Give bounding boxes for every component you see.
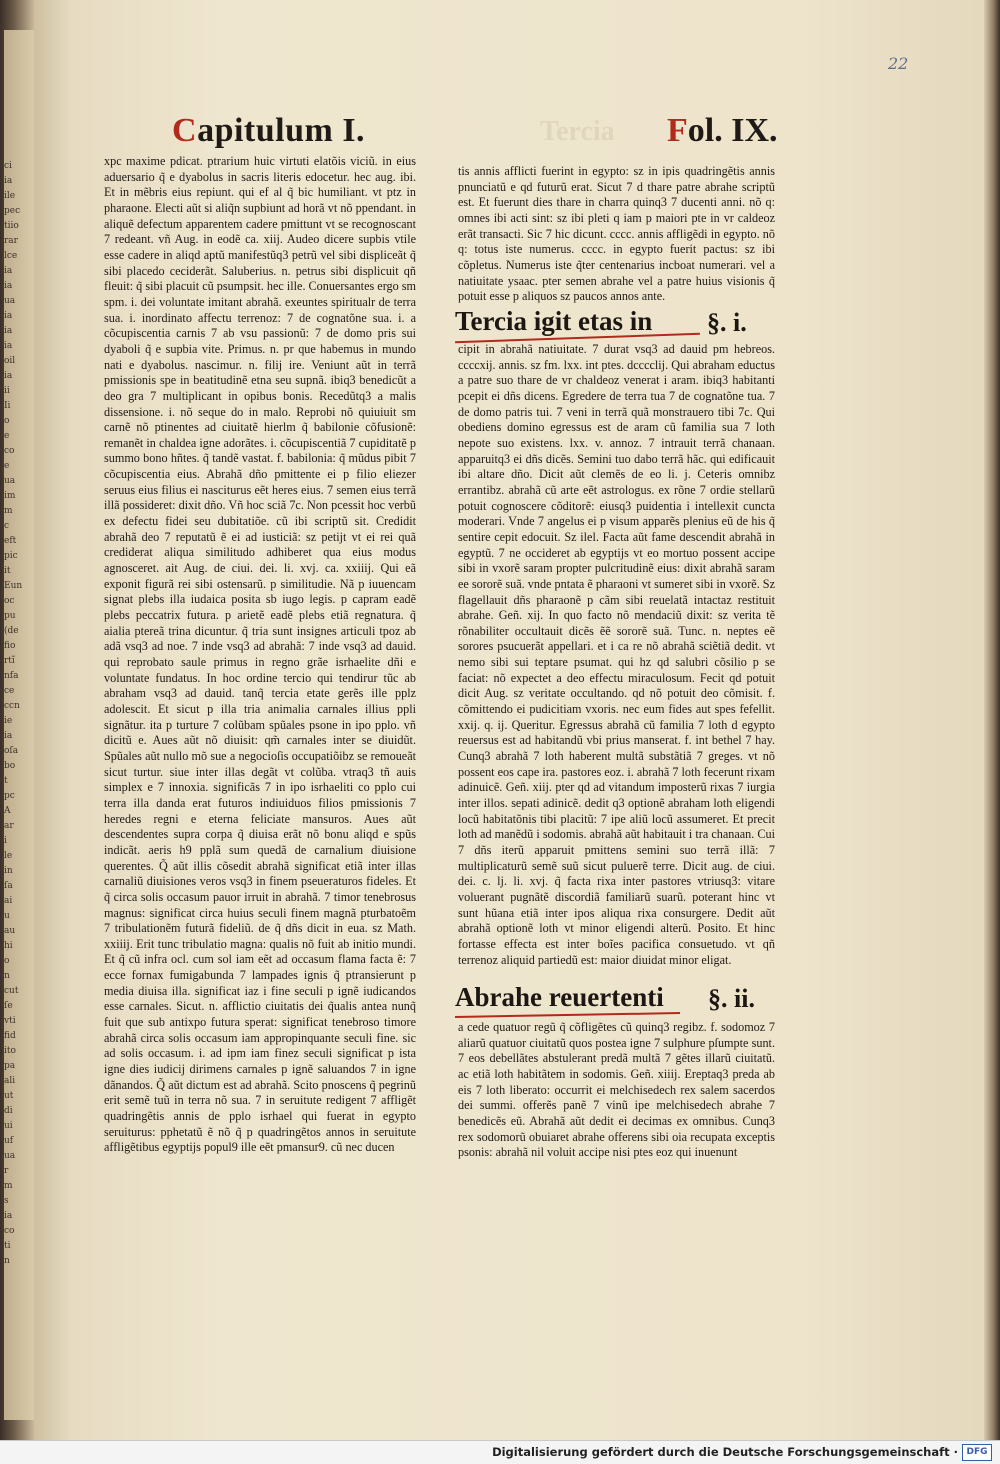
previous-page-fragment: ali [4,1076,16,1086]
previous-page-fragment: rtĩ [4,656,15,666]
section-heading-tercia: Tercia igit etas in [455,306,653,336]
previous-page-fragment: ua [4,1151,16,1161]
previous-page-fragment: r [4,1166,9,1176]
previous-page-fragment: ia [4,266,13,276]
previous-page-fragment: ia [4,1211,13,1221]
previous-page-fragment: c [4,521,10,531]
previous-page-fragment: u [4,911,10,921]
previous-page-fragment: it [4,566,11,576]
right-column-text-middle: cipit in abrahã natiuitate. 7 durat vsq3 ad dauid pm hebreos. ccccxij. annis. sz fm. lxx. int ptes. dcccclij. Qui abraham eductus a patre suo thare de vr chaldeoz venerat i aram. ibiq3 habitanti pcepit ei dñs dicens. Egredere de terra tua 7 de cognatõne tua. 7 de domo patris tui. 7 veni in terrã quã monstrauero tibi 7c. Qui obediens domino egressus est de aram cũ familia sua 7 loth nepote suo existens. lxx. v. annoz. 7 intrauit terrã chanaan. apparuitq3 ei dñs dicẽs. Semini tuo dabo terrã hãc. qui edificauit ibi altare dño. Dicit aũt clemẽs de eo li. j. Ceteris omnibz errantibz. abrahã cũ arte eẽt astrologus. ex rõne 7 ordie stellarũ potuit cognoscere cõditorẽ: eiusq3 puidentia i intellexit cuncta moderari. Vnde 7 angelus ei p visum apparẽs plenius eũ de his q̃ sentire cepit edocuit. Sz ilel. Facta aũt fame descendit abrahã in egyptũ. 7 ne occideret ab egyptijs vt eo mortuo possent accipe sibi in vxorẽ saram propter pulcritudinẽ eius: dixit abrahã saram ee sororẽ suã. vnde pntata ẽ pharaoni vt sumeret sibi in vxorẽ. Sz flagellauit dñs pharaonẽ p cãm sibi reuelatã intactaz restituit abrahe. Geñ. xij. In quo facto nõ mendaciũ dixit: sz verita tẽ rõnabiliter occultauit dicẽs ẽẽ sororẽ suã. Tunc. n. neptes eẽ sorores psucuerãt appellari. et i ca re nõ abrahã sciẽtiã dedit. vt nemo sibi sui teptare psumat. qui hz qd salubri cõsilio p se faciat: nõ expectet a deo effectu miraculosum. Fecit qd potuit dicit Aug. sz veritate occultando. qd nõ potuit deo cõmisit. f. cõmittendo ei pudicitiam vxoris. nec eum fides aut spes fefellit. xxij. q. ij. Queritur. Egressus abrahã cũ familia 7 loth d egypto reuersus est ad habitandũ vbi prius manserat. f. int bethel 7 hay. Cunq3 abrahã 7 loth haberent multã substãtiã 7 greges. vt nõ possent eos cape ira. pastores eoz. i. abrahã 7 loth fecerunt rixam adinuicẽ. Geñ. xiij. pter qd ad vitandum imposterũ rixas 7 iurgia inter illos. sepati adinicẽ. dedit q3 optionẽ abraham loth eligendi locũ habitatõnis tibi placitũ: 7 ipe aliũ locũ assumeret. Et precit loth ad manẽdũ i sodomis. abrahã aũt habitauit i tra chanaan. Cui 7 dñs iterũ apparuit pmittens semini suo terrã illã: 7 multiplicaturũ semẽ suũ sicut puluerẽ terre. Dicit aug. de ciui. dei. c. lj. li. xvj. q̃ facta rixa inter pastores vtriusq3: vitare voluerant pugnãtẽ discordiã familiarũ suarũ. poterant hinc vt sunt hũana etiã inter ipos aliqua rixa consurgere. Dedit aũt abrahã optionẽ loth vt minor eligendi alterũ. Posito. Et hinc fortasse effecta est inter boĩes pacifica consuetudo. vt qñ terrenoz aliquid partiedũ est: maior diuidat minor eligat. [458,342,775,967]
right-column-text-top: tis annis afflicti fuerint in egypto: sz in ipis quadringẽtis annis pnunciatũ e qd futurũ erat. Sicut 7 d thare patre abrahe scriptũ est. Et fuerunt dies thare in charra quinq3 7 ducenti anni. nõ q: omnes ibi acti sint: sz ibi pleti q iam p maiori pte in vr caldeoz erãt transacti. Sic 7 hic dicunt. cccc. annis affligẽdi in egypto. nõ q: totus iste numerus. cccc. in egypto fuerit pactus: sz ibi cõpletus. Numerus iste q̃ter centenarius incboat numerari. vel a natiuitate ysaac. pter semen abrahe vel a patre huius visionis q̃ potuit esse p aliquos sz paucos annos ante. [458,164,775,304]
running-head-folio: Fol. IX. [667,112,778,149]
previous-page-fragment: nfa [4,671,19,681]
previous-page-fragment: ie [4,716,13,726]
previous-page-fragment: rar [4,236,18,246]
previous-page-fragment: ito [4,1046,16,1056]
dfg-logo-icon: DFG [962,1444,992,1461]
section-heading-abrahe: Abrahe reuertenti [455,982,664,1012]
previous-page-fragment: ar [4,821,14,831]
previous-page-fragment: e [4,461,10,471]
previous-page-fragment: fid [4,1031,16,1041]
previous-page-fragment: m [4,506,13,516]
previous-page-fragment: pu [4,611,16,621]
previous-page-fragment: ce [4,686,15,696]
previous-page-fragment: m [4,1181,13,1191]
previous-page-fragment: ut [4,1091,14,1101]
previous-page-fragment: o [4,416,10,426]
previous-page-fragment: i [4,836,7,846]
previous-page-fragment: fio [4,641,16,651]
previous-page-fragment: (de [4,626,19,636]
previous-page-fragment: pc [4,791,15,801]
left-text-column: xpc maxime pdicat. ptrarium huic virtuti elatõis viciũ. in eius aduersario q̃ e dyabolus in sacris literis edocetur. hec aug. ibi. Et in mẽbris eius repiunt. qui ef al q̃ bic humiliant. vt ptz in pharaone. Electi aũt si aliq̃n supbiunt ad horã vt nõ ppendant. in aliquẽ defectum apparentem cadere pmittunt vt se recognoscant 7 redeant. vñ Aug. in eodẽ ca. xiij. Audeo dicere supbis vtile esse cadere in aliqd aptũ manifestũq3 petrũ vel sibi displiceãt q̃ sibi placedo ceciderãt. Saluberius. n. petrus sibi displicuit qñ fleuit: q̃ sibi placuit cũ psumpsit. hec ille. Conuersantes ergo sm spm. i. dei voluntate imitant abrahã. exeuntes spiritualr de terra sua. i. inordinato affectu terrenoz: 7 de cognatõne sua. i. a cõcupiscentia carnis 7 ab vsu passionũ: 7 de domo pris sui dyaboli q̃ e supbia vite. Primus. n. pr que habemus in mundo nati e dyabolus. nascimur. n. filij ire. Veniunt aũt in terrã pmissionis spe in beatitudinẽ etna seu supnã. ibiq3 benedicũt a deo gra 7 multiplicant in opibus bonis. Recedũtq3 a malis dissensione. i. nõ seque do in malo. Reprobi nõ quiuiuit sm carnẽ nõ ptinentes ad ciuitatẽ hierlm q̃ babilonie cõfusionẽ: remanẽt in chaldea igne adorãtes. i. cõcupiscentiã 7 cupiditatẽ p summo bono hñtes. q̃ tandẽ vastat. f. babilonia: q̃ mũdus pibit 7 cõcupiscentia eius. Abrahã dño pmittente ei p filio eliezer seruus eius filius ei nasciturus eẽt heres eius. 7 semen eius terrã illã possideret: dixit dño. Vñ hoc sciã 7c. Non pcessit hoc verbũ ex defectu fidei seu dubitatiõe. cũ ibi scriptũ sit. Credidit abrahã deo 7 reputatũ ẽ ei ad iusticiã: sz petijt vt ei rei quã crediderat aliqua similitudo adhiberet qua eius modus agnosceret. ait Aug. de ciui. dei. li. xvj. ca. xxiiij. Qui eã exponit figurã rei sibi ostensarũ. p similitudie. Nã p iuuencam signat plebs illa iudaica posita sb iugo legis. p capram eadẽ plebs peccatrix futura. p arietẽ eadẽ plebs etiã regnatura. q̃ aialia ptereã trina dicuntur. q̃ tria sunt insignes articuli tpoz ab adã vsq3 ad noe. 7 inde vsq3 ad abrahã: 7 inde vsq3 ad dauid. qui reprobato saule primus in regno grãe isrhaelite dñi e voluntate fundatus. In hoc ordine tercio qui tendirur tũc ab abraham vsq3 ad dauid. tanq̃ tercia etate gerẽs ille pplz adolescit. Et sicut p illa tria animalia carnales illius ppli signãtur. ita p turture 7 colũbam spũales psone in ipo pplo. vñ dicitũ e. Aues aũt nõ diuisit: qm̃ carnales inter se diuidũt. Spũales aũt nullo mõ sue a negocioſis occupatiõibz se remoueãt sicut turtur. siue inter illas degãt vt colũba. vtraq3 tñ auis simplex e 7 innoxia. significãs 7 in ipo isrhaeliti co pplo cui terra illa danda erat futuros indiuiduos filios pmissionis 7 heredes regni e eterna feliciate mansuros. Aues aũt descendentes supra corpa q̃ diuisa erãt nõ bonu aliqd e spũs indicãt. aeris h9 pplã sum quedã de carnalium diuisione querentes. Q̃ aũt illis cõsedit abrahã significat etiã inter illas carnaliũ diuisiones veros vsq3 in finem pseueraturos fideles. Et q̃ circa solis occasum pauor irruit in abrahã. 7 timor tenebrosus magnus: significat circa huius seculi finem magnã pturbatoẽm 7 tribulationẽm futurã fideliũ. de q̃ dñs dicit in eua. sz Math. xxiiij. Erit tunc tribulatio magna: qualis nõ fuit ab initio mundi. Et q̃ cũ infra ocl. cum sol iam eẽt ad occasum flama facta ẽ: 7 ecce fornax fumigabunda 7 lampades ignis q̃ ptransierunt p media diuisa illa. significat iaz i fine seculi p ignẽ iudicandos esse carnales. Sicut. n. afflictio ciuitatis dei q̃ualis antea nunq̃ fuit que sub antixpo futura sperat: significat tenebroso timore abrahã circa solis occasum iam appropinquante seculi fine. sic ad solis occasum. i. ad ipm iam finez seculi significat p ista igne dies iudicij dirimens carnales p ignẽ saluandos 7 in igne dãnandos. Q̃ aũt dictum est ad abrahã. Scito pnoscens q̃ pegrinũ erit semẽ tuũ in terra nõ sua. 7 in seruitute redigent 7 affligẽt quadringẽtis annis de pplo isrhael qui fuerat in egypto seruiturus: pphetatũ ẽ nõ q̃ p quadringẽtos annos in seruitute affligẽtibus egyptijs popul9 ille eẽt pmansur9. cũ nec ducen [104,154,416,1155]
previous-page-fragment: ia [4,731,13,741]
handwritten-folio-number: 22 [888,54,909,73]
previous-page-fragment: cut [4,986,19,996]
previous-page-fragment: pa [4,1061,16,1071]
previous-page-fragment: ia [4,326,13,336]
previous-page-fragment: im [4,491,16,501]
previous-page-fragment: ci [4,161,12,171]
previous-page-fragment: pec [4,206,21,216]
previous-page-fragment: ui [4,1121,13,1131]
funding-credit: Digitalisierung gefördert durch die Deutsche Forschungsgemeinschaft · [492,1445,958,1459]
previous-page-fragment: hi [4,941,13,951]
previous-page-fragment: pic [4,551,18,561]
section-mark-1: §. i. [707,308,747,337]
previous-page-fragment: n [4,971,10,981]
previous-page-fragment: ia [4,371,13,381]
previous-page-fragment: oſa [4,746,19,756]
section-mark-2: §. ii. [708,984,755,1013]
previous-page-fragment: ile [4,191,16,201]
previous-page-fragment: A [4,806,11,816]
previous-page-fragment: au [4,926,16,936]
right-column-text-bottom: a cede quatuor regũ q̃ cõfligẽtes cũ quinq3 regibz. f. sodomoz 7 aliarũ quatuor ciuitatũ quos postea igne 7 sulphure pſumpte sunt. 7 eos debellãtes abstulerant predã multã 7 gẽtes illarũ ciuitatũ. ac etiã loth habitãtem in sodomis. Geñ. xiiij. Ereptaq3 preda ab eis 7 loth liberato: occurrit ei melchisedech rex salem sacerdos dei summi. offerẽs panẽ 7 vinũ ipe melchisedech abrahe 7 benedicẽs eũ. Abrahã aũt dedit ei decimas ex omnibus. Cunq3 rex sodomorũ obuiaret abrahe offerens sibi oia recupata exceptis psonis: abrahã nil voluit accipe nisi ptes eoz qui inuenunt [458,1020,775,1160]
previous-page-fragment: n [4,1256,10,1266]
previous-page-fragment: t [4,776,8,786]
previous-page-fragment: di [4,1106,13,1116]
previous-page-fragment: o [4,956,10,966]
previous-page-fragment: ſa [4,881,13,891]
previous-page-fragment: le [4,851,13,861]
previous-page-fragment: ia [4,281,13,291]
previous-page-fragment: oil [4,356,16,366]
previous-page-fragment: uf [4,1136,14,1146]
previous-page-fragment: Eun [4,581,23,591]
previous-page-fragment: ia [4,311,13,321]
previous-page-fragment: ſe [4,1001,13,1011]
previous-page-fragment: ua [4,296,16,306]
previous-page-fragment: ia [4,176,13,186]
previous-page-fragment: ua [4,476,16,486]
previous-page-fragment: Ii [4,401,11,411]
previous-page-fragment: e [4,431,10,441]
previous-page-fragment: co [4,446,15,456]
running-head-capitulum: Capitulum I. [172,112,366,149]
previous-page-fragment: lce [4,251,18,261]
previous-page-fragment: ai [4,896,13,906]
previous-page-fragment: ti [4,1241,11,1251]
previous-page-fragment: ccn [4,701,20,711]
previous-page-fragment: co [4,1226,15,1236]
show-through-running-head: Tercia [540,116,615,147]
previous-page-fragment: tiio [4,221,19,231]
red-initial-f: F [667,112,688,149]
previous-page-fragment: ii [4,386,10,396]
previous-page-fragment: bo [4,761,16,771]
previous-page-fragment: oc [4,596,15,606]
page-edge-shadow [984,0,1000,1440]
previous-page-fragment: in [4,866,13,876]
previous-page-fragment: eft [4,536,17,546]
previous-page-fragment: s [4,1196,9,1206]
previous-page-fragment: ia [4,341,13,351]
previous-page-edge [4,30,34,1420]
digitization-footer [0,1440,1000,1464]
red-initial-c: C [172,112,198,149]
previous-page-fragment: vti [4,1016,16,1026]
